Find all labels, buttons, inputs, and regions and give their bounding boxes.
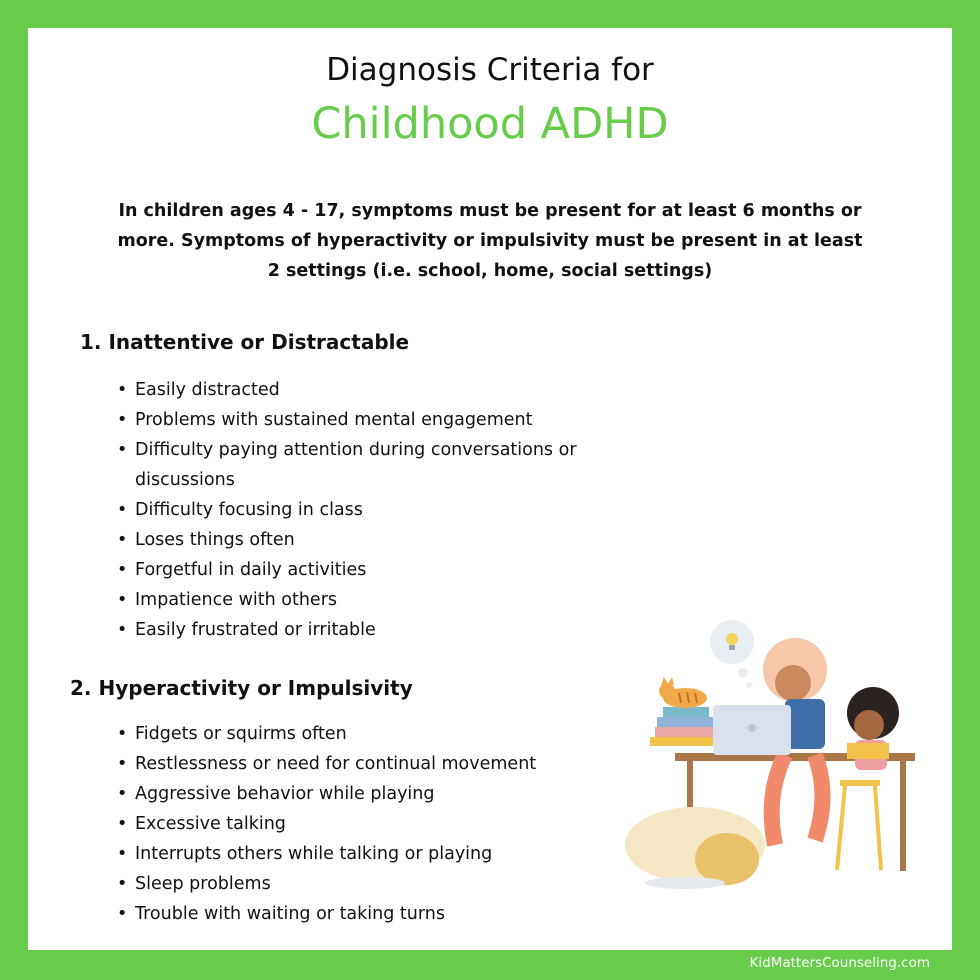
list-item: • Restlessness or need for continual movement [117,749,617,779]
page-title-line1: Diagnosis Criteria for [326,52,654,88]
list-item: • Easily distracted [117,375,617,405]
list-item: • Trouble with waiting or taking turns [117,899,617,929]
intro-paragraph: In children ages 4 - 17, symptoms must be present for at least 6 months or more. Symptoms of hyperactivity or impulsivity must be present in at least 2 settings (i.e. school, home, social settings) [117,201,863,281]
list-item: • Problems with sustained mental engagement [117,405,617,435]
list-item: • Easily frustrated or irritable [117,615,617,645]
list-item: • Interrupts others while talking or playing [117,839,617,869]
symptom-list [117,719,617,929]
list-item: • Forgetful in daily activities [117,555,617,585]
footer-website: KidMattersCounseling.com [749,955,930,971]
kids-studying-illustration [615,615,950,905]
thought-bubble-icon [710,620,754,688]
list-item: • Difficulty paying attention during conversations or discussions [117,435,617,495]
page-title-line2: Childhood ADHD [311,99,669,149]
section-title: 2. Hyperactivity or Impulsivity [70,676,413,700]
dog-icon [625,807,765,889]
list-item: • Excessive talking [117,809,617,839]
list-item: • Difficulty focusing in class [117,495,617,525]
list-item: • Impatience with others [117,585,617,615]
books-icon [650,707,720,746]
section-title: 1. Inattentive or Distractable [80,330,410,354]
chair-icon [837,780,881,870]
symptom-list [117,375,617,645]
cat-icon [659,677,707,708]
list-item: • Loses things often [117,525,617,555]
list-item: • Aggressive behavior while playing [117,779,617,809]
list-item: • Fidgets or squirms often [117,719,617,749]
list-item: • Sleep problems [117,869,617,899]
